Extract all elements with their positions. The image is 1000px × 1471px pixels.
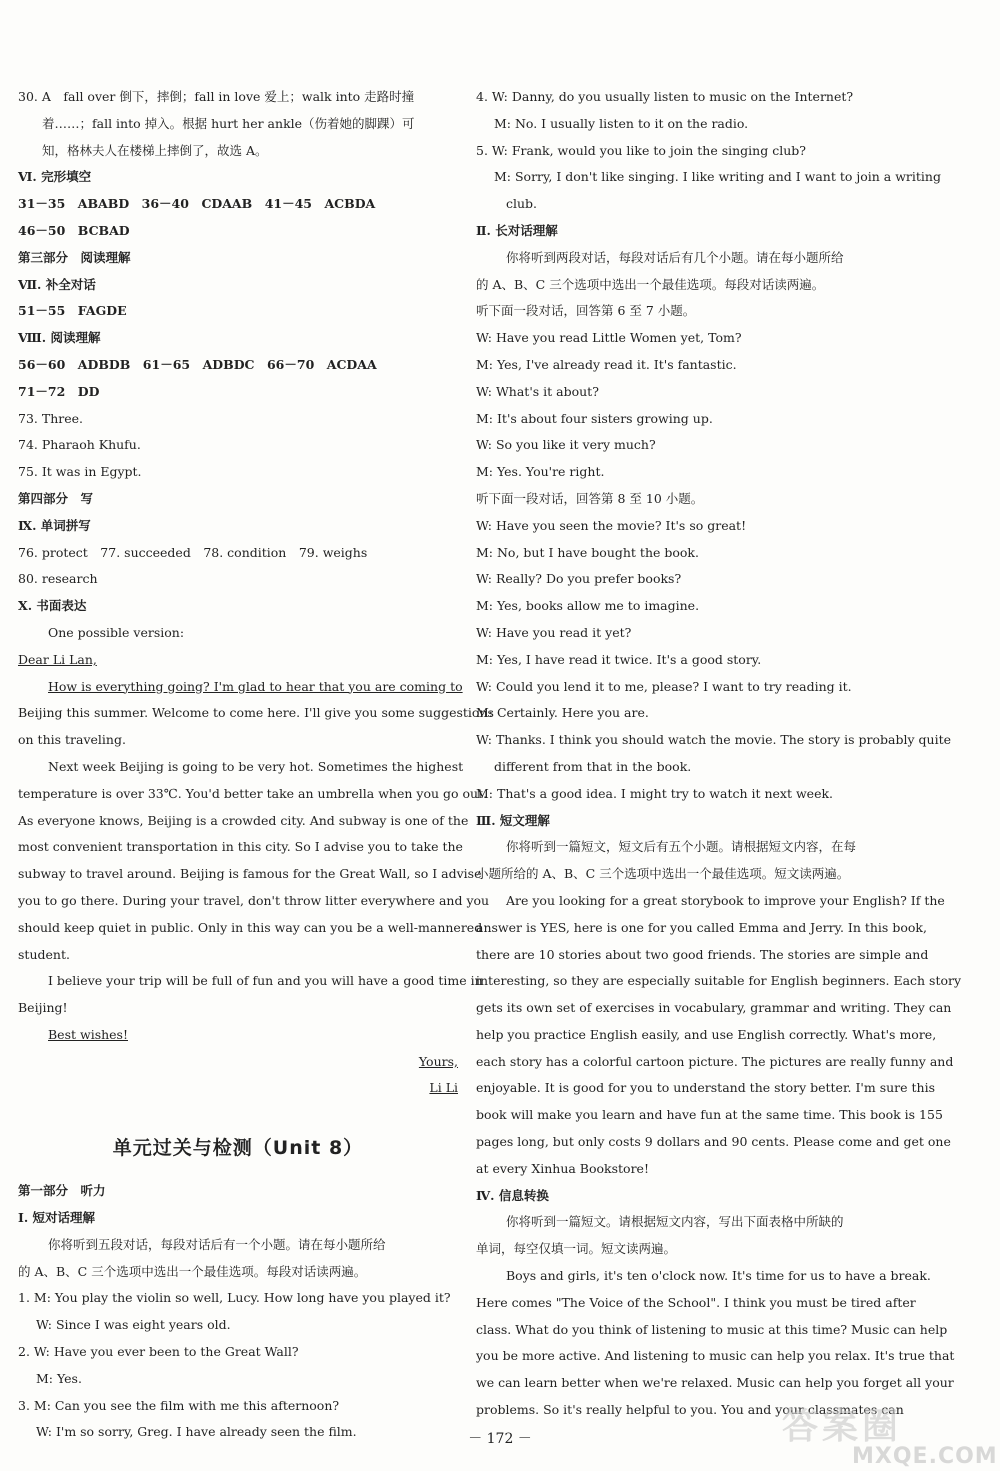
cloze-answers-2: 46－50 BCBAD	[18, 222, 130, 238]
section-heading-dialogue: Ⅶ. 补全对话	[18, 276, 96, 292]
passage-line: pages long, but only costs 9 dollars and 90 cents. Please come and get one	[476, 1134, 951, 1150]
passage-line: answer is YES, here is one for you called Emma and Jerry. In this book,	[476, 919, 927, 935]
conversation-line: M: No, but I have bought the book.	[476, 544, 699, 560]
cloze-answers-1: 31－35 ABABD 36－40 CDAAB 41－45 ACBDA	[18, 196, 376, 212]
dialogue-line: 5. W: Frank, would you like to join the singing club?	[476, 142, 806, 158]
conversation-line: W: So you like it very much?	[476, 437, 656, 453]
dialogue-line: W: Since I was eight years old.	[36, 1317, 231, 1333]
essay-line: subway to travel around. Beijing is famous for the Great Wall, so I advise	[18, 866, 482, 882]
watermark-text: 答案圈	[782, 1406, 903, 1447]
essay-line: Beijing!	[18, 1000, 68, 1016]
conversation-line: M: Yes, I've already read it. It's fantastic.	[476, 356, 737, 372]
watermark-logo	[782, 1398, 998, 1469]
essay-line: How is everything going? I'm glad to hear that you are coming to	[48, 678, 463, 694]
passage-line: problems. So it's really helpful to you. You and your classmates can	[476, 1402, 904, 1418]
conversation-line: W: Have you read Little Women yet, Tom?	[476, 330, 742, 346]
conversation-line: W: What's it about?	[476, 383, 599, 399]
dialogue-line: 1. M: You play the violin so well, Lucy. How long have you played it?	[18, 1290, 451, 1306]
instructions-line: 你将听到五段对话，每段对话后有一个小题。请在每小题所给	[48, 1236, 386, 1252]
answer-73: 73. Three.	[18, 410, 83, 426]
conversation-line: M: It's about four sisters growing up.	[476, 410, 713, 426]
passage-line: we can learn better when we're relaxed. Music can help you forget all your	[476, 1375, 954, 1391]
spelling-answers-2: 80. research	[18, 571, 98, 587]
passage-line: enjoyable. It is good for you to understand the story better. I'm sure this	[476, 1080, 935, 1096]
conversation-line: M: Yes, I have read it twice. It's a good story.	[476, 651, 762, 667]
conversation-line: W: Have you seen the movie? It's so great!	[476, 517, 747, 533]
conversation-line: M: Certainly. Here you are.	[476, 705, 649, 721]
dialogue-line: 2. W: Have you ever been to the Great Wall?	[18, 1344, 299, 1360]
dialogue-answers: 51－55 FAGDE	[18, 303, 127, 319]
essay-line: you to go there. During your travel, don't throw litter everywhere and you	[18, 892, 490, 908]
conversation-line: M: Yes, books allow me to imagine.	[476, 598, 700, 614]
essay-line: Next week Beijing is going to be very hot. Sometimes the highest	[48, 758, 464, 774]
conversation-line: different from that in the book.	[494, 758, 692, 774]
dialogue-line: 3. M: Can you see the film with me this afternoon?	[18, 1397, 340, 1413]
left-column	[18, 84, 494, 1446]
conversation-intro: 听下面一段对话，回答第 6 至 7 小题。	[476, 303, 696, 319]
page-number: － 172 －	[468, 1431, 532, 1447]
answer-74: 74. Pharaoh Khufu.	[18, 437, 141, 453]
letter-yours: Yours,	[418, 1053, 458, 1069]
answer-30-line3: 知，格林夫人在楼梯上摔倒了，故选 A。	[42, 142, 268, 158]
essay-line: Beijing this summer. Welcome to come here. I'll give you some suggestions	[18, 705, 494, 721]
letter-signature: Li Li	[429, 1080, 458, 1096]
conversation-line: W: Have you read it yet?	[476, 624, 632, 640]
conversation-line: M: Yes. You're right.	[476, 464, 605, 480]
section-heading-long-dialogue: Ⅱ. 长对话理解	[476, 222, 558, 238]
conversation-line: W: Really? Do you prefer books?	[476, 571, 682, 587]
instructions-line: 你将听到一篇短文。请根据短文内容，写出下面表格中所缺的	[506, 1214, 844, 1230]
passage-line: gets its own set of exercises in vocabulary, grammar and writing. They can	[476, 1000, 952, 1016]
passage-line: Boys and girls, it's ten o'clock now. It's time for us to have a break.	[506, 1268, 931, 1284]
sample-version-label: One possible version:	[48, 624, 185, 640]
essay-line: temperature is over 33℃. You'd better take an umbrella when you go out.	[18, 785, 488, 801]
watermark-url: MXQE.COM	[852, 1444, 998, 1469]
section-heading-cloze: Ⅵ. 完形填空	[18, 169, 92, 185]
instructions-line: 你将听到一篇短文，短文后有五个小题。请根据短文内容，在每	[506, 839, 857, 855]
dialogue-line: M: Sorry, I don't like singing. I like writing and I want to join a writing	[494, 169, 941, 185]
letter-salutation: Dear Li Lan,	[18, 651, 97, 667]
passage-line: Are you looking for a great storybook to improve your English? If the	[506, 892, 945, 908]
spelling-answers-1: 76. protect 77. succeeded 78. condition 79. weighs	[18, 544, 368, 560]
dialogue-line: M: Yes.	[36, 1370, 82, 1386]
passage-line: at every Xinhua Bookstore!	[476, 1160, 649, 1176]
answer-75: 75. It was in Egypt.	[18, 464, 142, 480]
conversation-intro: 听下面一段对话，回答第 8 至 10 小题。	[476, 490, 704, 506]
part-heading-writing: 第四部分 写	[18, 490, 94, 506]
section-heading-spelling: Ⅸ. 单词拼写	[18, 517, 91, 533]
essay-line: I believe your trip will be full of fun and you will have a good time in	[48, 973, 483, 989]
answer-30-line2: 着……；fall into 掉入。根据 hurt her ankle（伤着她的脚踝）可	[42, 115, 415, 131]
passage-line: book will make you learn and have fun at the same time. This book is 155	[476, 1107, 943, 1123]
instructions-line: 你将听到两段对话，每段对话后有几个小题。请在每小题所给	[506, 249, 844, 265]
passage-line: there are 10 stories about two good friends. The stories are simple and	[476, 946, 929, 962]
essay-line: on this traveling.	[18, 732, 126, 748]
dialogue-line: 4. W: Danny, do you usually listen to music on the Internet?	[476, 89, 854, 104]
dialogue-line: club.	[506, 196, 538, 212]
dialogue-line: M: No. I usually listen to it on the radio.	[494, 115, 749, 131]
passage-line: help you practice English easily, and use English correctly. What's more,	[476, 1026, 937, 1042]
passage-line: class. What do you think of listening to music at this time? Music can help	[476, 1321, 948, 1337]
part-heading-listening: 第一部分 听力	[18, 1183, 106, 1199]
part-heading-reading: 第三部分 阅读理解	[18, 249, 131, 265]
section-heading-passage: Ⅲ. 短文理解	[476, 812, 550, 828]
passage-line: you be more active. And listening to music can help you relax. It's true that	[476, 1348, 955, 1364]
instructions-line: 单词，每空仅填一词。短文读两遍。	[476, 1241, 677, 1257]
conversation-line: W: Could you lend it to me, please? I want to try reading it.	[476, 678, 852, 694]
conversation-line: W: Thanks. I think you should watch the movie. The story is probably quite	[476, 732, 951, 748]
right-column	[476, 84, 962, 1424]
reading-answers-2: 71－72 DD	[18, 383, 100, 399]
essay-line: student.	[18, 946, 70, 962]
essay-line: should keep quiet in public. Only in this way can you be a well-mannered	[18, 919, 483, 935]
conversation-line: M: That's a good idea. I might try to watch it next week.	[476, 785, 834, 801]
instructions-line: 的 A、B、C 三个选项中选出一个最佳选项。每段对话读两遍。	[18, 1263, 367, 1279]
answer-30-line1: 30. A fall over 倒下，摔倒；fall in love 爱上；walk into 走路时撞	[18, 89, 415, 104]
essay-line: most convenient transportation in this city. So I advise you to take the	[18, 839, 463, 855]
instructions-line: 小题所给的 A、B、C 三个选项中选出一个最佳选项。短文读两遍。	[476, 866, 850, 882]
letter-closing: Best wishes!	[48, 1026, 128, 1042]
essay-line: As everyone knows, Beijing is a crowded city. And subway is one of the	[18, 812, 469, 828]
instructions-line: 的 A、B、C 三个选项中选出一个最佳选项。每段对话读两遍。	[476, 276, 825, 292]
section-heading-composition: Ⅹ. 书面表达	[18, 598, 87, 614]
reading-answers-1: 56－60 ADBDB 61－65 ADBDC 66－70 ACDAA	[18, 356, 377, 372]
section-heading-reading: Ⅷ. 阅读理解	[18, 330, 101, 346]
passage-line: Here comes "The Voice of the School". I think you must be tired after	[476, 1294, 916, 1310]
section-heading-short-dialogue: Ⅰ. 短对话理解	[18, 1210, 96, 1226]
section-heading-info-transfer: Ⅳ. 信息转换	[476, 1187, 549, 1203]
dialogue-line: W: I'm so sorry, Greg. I have already seen the film.	[36, 1424, 357, 1440]
passage-line: interesting, so they are especially suitable for English beginners. Each story	[476, 973, 962, 989]
unit-title: 单元过关与检测（Unit 8）	[112, 1137, 364, 1160]
passage-line: each story has a colorful cartoon picture. The pictures are really funny and	[476, 1053, 954, 1069]
